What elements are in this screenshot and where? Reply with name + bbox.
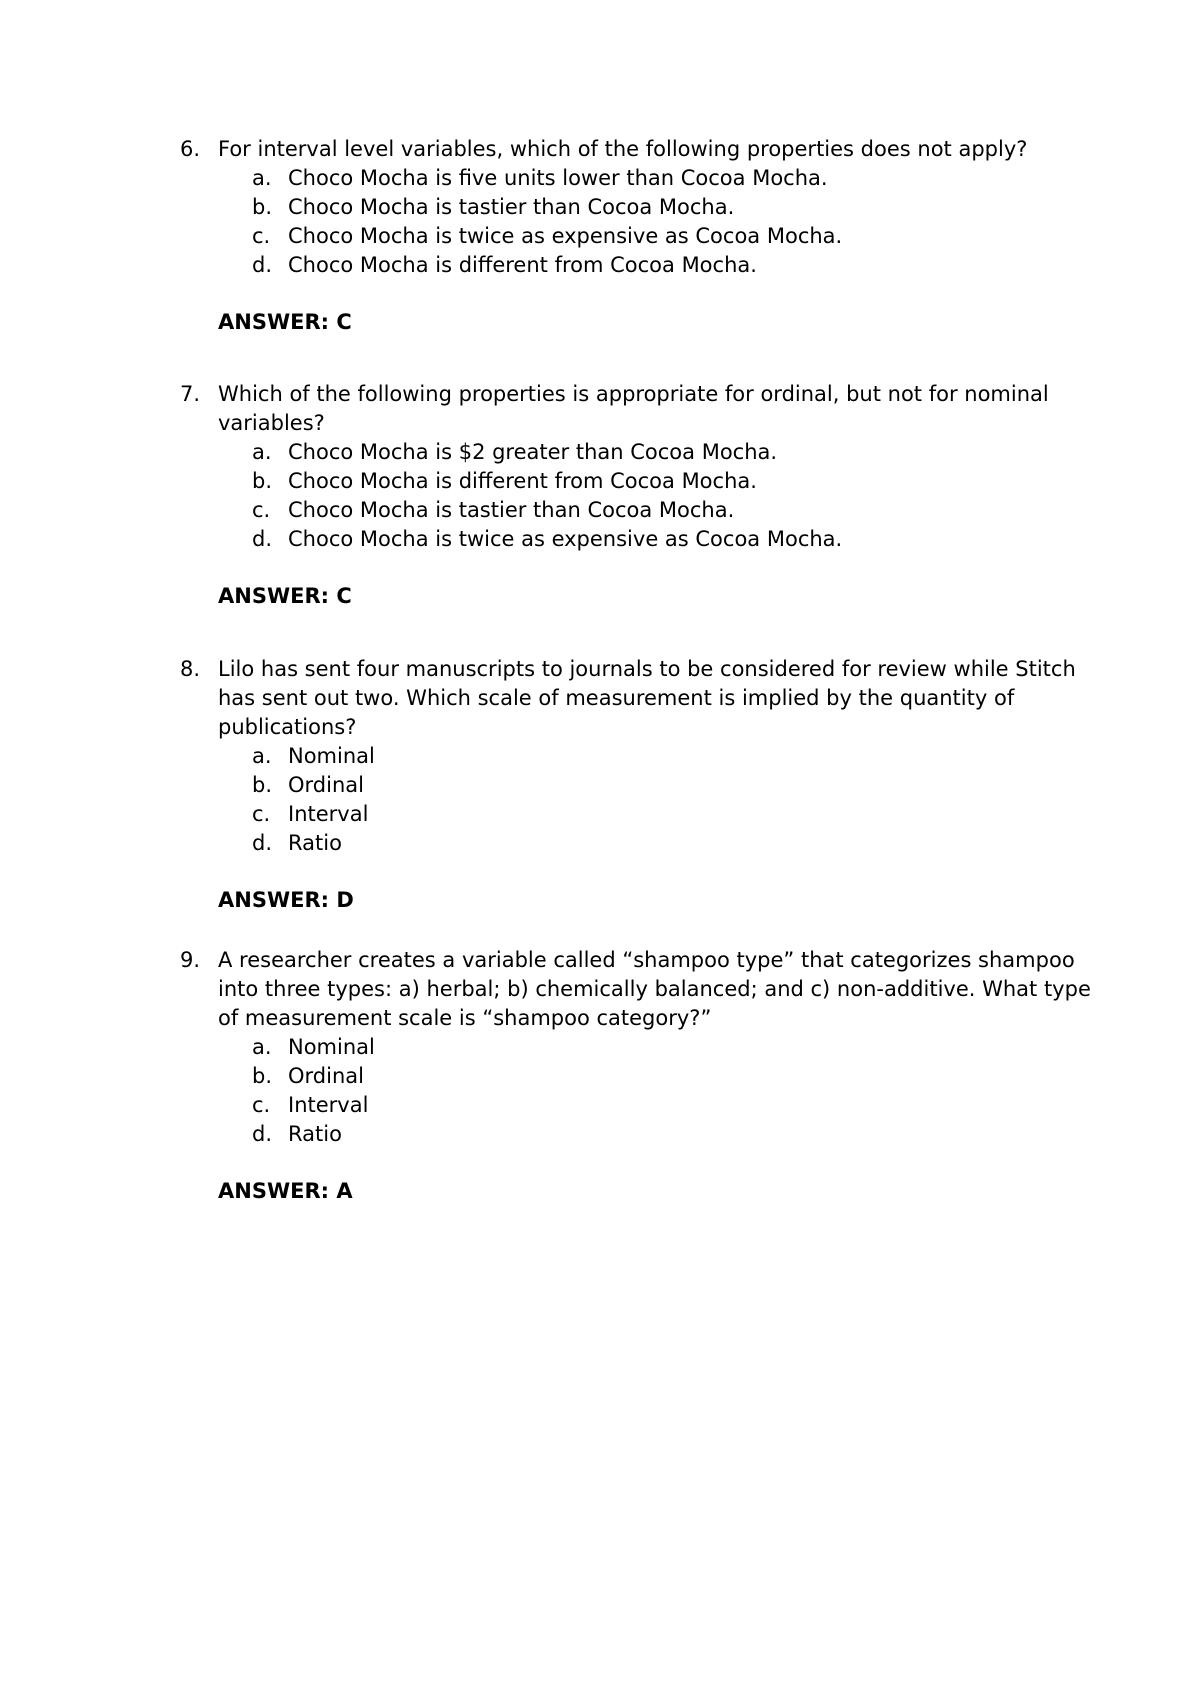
question-6 — [180, 135, 1100, 337]
option-text: Choco Mocha is five units lower than Cocoa Mocha. — [288, 166, 828, 190]
option-text: Choco Mocha is different from Cocoa Mocha. — [288, 253, 757, 277]
option-b — [180, 467, 1100, 496]
option-list — [180, 438, 1100, 554]
question-8 — [180, 655, 1100, 915]
answer-key: ANSWER: A — [218, 1179, 353, 1203]
question-text: For interval level variables, which of the following properties does not apply? — [218, 137, 1028, 161]
question-text: A researcher creates a variable called “shampoo type” that categorizes shampoo into three types: a) herbal; b) chemically balanced; and c) non-additive. What type of measurement scale is “shampoo category?” — [218, 948, 1091, 1030]
option-letter: d. — [252, 831, 273, 855]
question-number: 6. — [180, 137, 201, 161]
question-stem — [180, 135, 1100, 164]
question-number: 7. — [180, 382, 201, 406]
option-letter: d. — [252, 527, 273, 551]
answer-key: ANSWER: D — [218, 888, 354, 912]
option-c — [180, 496, 1100, 525]
answer-key: ANSWER: C — [218, 310, 352, 334]
option-letter: b. — [252, 469, 273, 493]
option-a — [180, 742, 1100, 771]
option-text: Choco Mocha is different from Cocoa Mocha. — [288, 469, 757, 493]
option-list — [180, 1033, 1100, 1149]
option-d — [180, 829, 1100, 858]
question-number: 8. — [180, 657, 201, 681]
option-list — [180, 742, 1100, 858]
option-letter: b. — [252, 195, 273, 219]
option-a — [180, 438, 1100, 467]
option-d — [180, 525, 1100, 554]
option-letter: c. — [252, 498, 271, 522]
option-d — [180, 251, 1100, 280]
option-letter: b. — [252, 1064, 273, 1088]
option-text: Interval — [288, 802, 369, 826]
option-letter: d. — [252, 1122, 273, 1146]
option-letter: a. — [252, 1035, 272, 1059]
option-text: Choco Mocha is twice as expensive as Cocoa Mocha. — [288, 527, 843, 551]
question-stem — [180, 380, 1100, 438]
question-9 — [180, 946, 1100, 1206]
option-letter: a. — [252, 744, 272, 768]
option-text: Interval — [288, 1093, 369, 1117]
option-letter: c. — [252, 1093, 271, 1117]
question-number: 9. — [180, 948, 201, 972]
option-letter: b. — [252, 773, 273, 797]
option-text: Ordinal — [288, 1064, 364, 1088]
option-c — [180, 800, 1100, 829]
option-letter: c. — [252, 224, 271, 248]
option-letter: a. — [252, 166, 272, 190]
answer-key: ANSWER: C — [218, 584, 352, 608]
option-text: Ordinal — [288, 773, 364, 797]
option-list — [180, 164, 1100, 280]
option-letter: c. — [252, 802, 271, 826]
option-text: Choco Mocha is tastier than Cocoa Mocha. — [288, 498, 735, 522]
option-a — [180, 164, 1100, 193]
option-c — [180, 1091, 1100, 1120]
option-text: Choco Mocha is tastier than Cocoa Mocha. — [288, 195, 735, 219]
option-a — [180, 1033, 1100, 1062]
option-text: Ratio — [288, 831, 342, 855]
option-c — [180, 222, 1100, 251]
option-text: Choco Mocha is twice as expensive as Cocoa Mocha. — [288, 224, 843, 248]
option-letter: a. — [252, 440, 272, 464]
option-d — [180, 1120, 1100, 1149]
question-7 — [180, 380, 1100, 611]
option-text: Nominal — [288, 744, 375, 768]
option-text: Ratio — [288, 1122, 342, 1146]
option-letter: d. — [252, 253, 273, 277]
option-b — [180, 1062, 1100, 1091]
question-text: Which of the following properties is appropriate for ordinal, but not for nominal variables? — [218, 382, 1049, 435]
option-text: Choco Mocha is $2 greater than Cocoa Mocha. — [288, 440, 778, 464]
question-text: Lilo has sent four manuscripts to journals to be considered for review while Stitch has sent out two. Which scale of measurement is implied by the quantity of publications? — [218, 657, 1076, 739]
option-b — [180, 771, 1100, 800]
question-stem — [180, 655, 1100, 742]
question-stem — [180, 946, 1100, 1033]
option-b — [180, 193, 1100, 222]
option-text: Nominal — [288, 1035, 375, 1059]
